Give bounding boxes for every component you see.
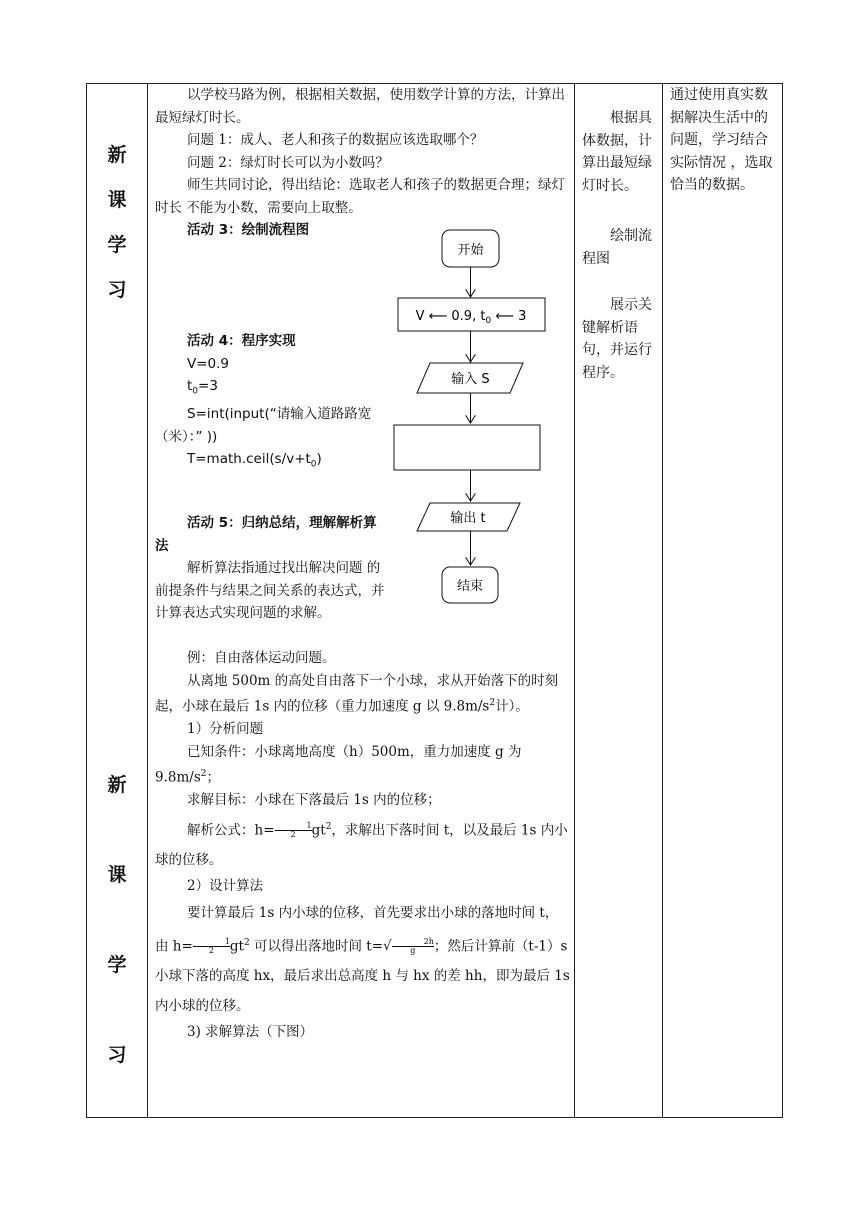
activity-5-heading: 活动 5：归纳总结，理解解析算法 <box>155 515 377 554</box>
design-intent-text: 通过使用真实数据解决生活中的问题，学习结合实际情况 ，选取恰当的数据。 <box>670 87 773 193</box>
example-section <box>155 647 570 1044</box>
side-char: 新 <box>107 144 127 166</box>
fraction-half: $\frac{1}{2}$ <box>275 822 312 839</box>
question-1: 问题 1：成人、老人和孩子的数据应该选取哪个？ <box>187 132 484 148</box>
assign-label: V ⟵ 0.9, $t_0$ ⟵ 3 <box>415 309 527 326</box>
fraction-half: $\frac{1}{2}$ <box>193 938 230 955</box>
code-line-v: V=0.9 <box>187 355 230 372</box>
discussion-paragraph: 师生共同讨论，得出结论：选取老人和孩子的数据更合理；绿灯时长 不能为小数，需要向上取整。 <box>155 177 565 216</box>
start-label: 开始 <box>457 243 484 258</box>
problem-statement: 从离地 500m 的高处自由落下一个小球，求从开始落下的时刻起，小球在最后 1s 内的位移（重力加速度 g 以 $9.8m/s^2$计）。 <box>155 672 559 715</box>
compute-process <box>394 425 540 470</box>
question-2: 问题 2：绿灯时长可以为小数吗？ <box>187 154 389 171</box>
design-paragraph: 要计算最后 1s 内小球的位移，首先要求出小球的落地时间 t，由 h= $\frac{1}{2}gt^2$ 可以得出落地时间 t=√ $\frac{2h}{g}$；然后计算前（t-1）s 小球下落的高度 hx，最后求出总高度 h 与 hx 的差 hh，即为最后 1s 内小球的位移。 <box>155 904 570 1014</box>
activity-3-heading: 活动 3：绘制流程图 <box>187 222 310 238</box>
column-divider <box>574 83 575 1118</box>
flowchart <box>390 225 560 615</box>
teacher-note: 绘制流程图 <box>582 228 652 267</box>
main-content <box>155 84 570 242</box>
column-divider <box>662 83 663 1118</box>
code-line-t: $T=math.ceil(s/v+t_0)$ <box>187 451 322 470</box>
side-char: 课 <box>107 189 127 211</box>
example-heading: 例：自由落体运动问题。 <box>187 650 336 666</box>
intro-paragraph: 以学校马路为例，根据相关数据，使用数学计算的方法，计算出最短绿灯时长。 <box>155 87 565 126</box>
code-line-s: S=int(input(“请输入道路路宽（米）：” )) <box>155 406 372 445</box>
code-section <box>155 330 387 476</box>
end-label: 结束 <box>456 579 484 594</box>
side-char: 习 <box>107 279 127 301</box>
teacher-note: 展示关键解析语句，并运行程序。 <box>582 297 652 381</box>
input-label: 输入 S <box>451 372 490 387</box>
side-char: 学 <box>107 954 127 976</box>
activity-4-heading: 活动 4：程序实现 <box>187 333 296 349</box>
side-char: 习 <box>107 1044 127 1066</box>
side-char: 课 <box>107 864 127 886</box>
teacher-activity-column <box>582 107 658 408</box>
design-intent-column <box>670 84 780 197</box>
code-line-t0: $t_0=3$ <box>187 378 218 397</box>
side-char: 学 <box>107 234 127 256</box>
step-1-heading: 1）分析问题 <box>187 721 264 737</box>
teacher-note: 根据具体数据，计算出最短绿灯时长。 <box>582 110 652 194</box>
side-char: 新 <box>107 774 127 796</box>
output-label: 输出 t <box>450 511 486 526</box>
column-divider <box>147 83 148 1118</box>
known-conditions: 已知条件：小球离地高度（h）500m，重力加速度 g 为 $9.8m/s^2$； <box>155 743 522 786</box>
step-3-heading: 3) 求解算法（下图） <box>187 1024 314 1040</box>
analytic-formula: 解析公式：h= $\frac{1}{2}gt^2$，求解出下落时间 t，以及最后 1s 内小球的位移。 <box>155 821 568 868</box>
definition-paragraph: 解析算法指通过找出解决问题 的前提条件与结果之间关系的表达式，并计算表达式实现问题的求解。 <box>155 560 385 621</box>
step-2-heading: 2）设计算法 <box>187 878 264 894</box>
summary-section <box>155 512 387 625</box>
solve-goal: 求解目标：小球在下落最后 1s 内的位移； <box>187 792 441 808</box>
sqrt-expression: √ $\frac{2h}{g}$ <box>383 937 434 955</box>
